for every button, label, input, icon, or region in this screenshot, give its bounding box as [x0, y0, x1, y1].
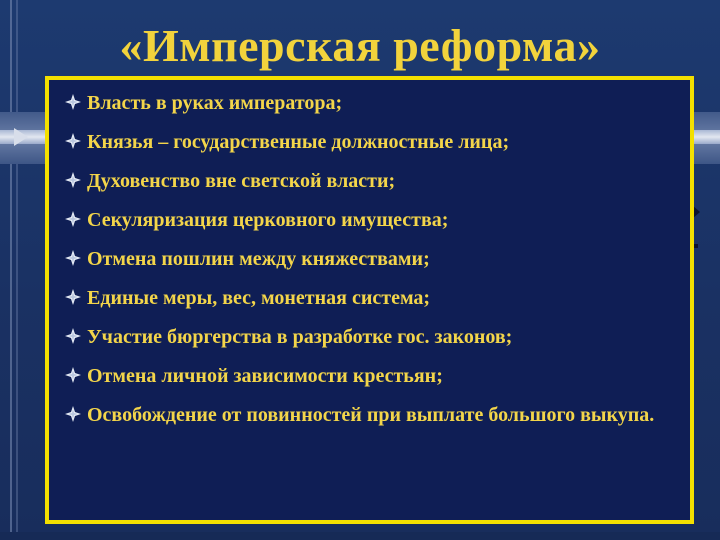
right-dot-icon [694, 244, 698, 248]
diamond-sparkle-icon [65, 283, 87, 310]
bullet-text: Власть в руках императора; [87, 92, 343, 114]
bullet-list [49, 80, 690, 429]
diamond-sparkle-icon [65, 88, 87, 115]
bullet-item [65, 363, 682, 390]
bullet-text: Духовенство вне светской власти; [87, 170, 396, 192]
bullet-item [65, 402, 682, 429]
slide-title: «Имперская реформа» [119, 20, 601, 71]
bullet-text: Освобождение от повинностей при выплате большого выкупа. [87, 404, 655, 426]
diamond-sparkle-icon [65, 400, 87, 427]
left-frame-line-secondary [16, 0, 18, 540]
bullet-item [65, 90, 682, 117]
bullet-text: Отмена пошлин между княжествами; [87, 248, 430, 270]
slide-bottom-edge [0, 532, 720, 540]
diamond-sparkle-icon [65, 322, 87, 349]
bullet-text: Участие бюргерства в разработке гос. законов; [87, 326, 513, 348]
bullet-item [65, 324, 682, 351]
band-arrow-icon [14, 128, 28, 146]
content-box [45, 76, 694, 524]
left-frame-line [10, 0, 12, 540]
bullet-text: Князья – государственные должностные лица; [87, 131, 510, 153]
bullet-item [65, 168, 682, 195]
bullet-item [65, 129, 682, 156]
bullet-text: Единые меры, вес, монетная система; [87, 287, 431, 309]
diamond-sparkle-icon [65, 166, 87, 193]
bullet-text: Отмена личной зависимости крестьян; [87, 365, 443, 387]
diamond-sparkle-icon [65, 127, 87, 154]
diamond-sparkle-icon [65, 244, 87, 271]
diamond-sparkle-icon [65, 361, 87, 388]
bullet-item [65, 285, 682, 312]
diamond-sparkle-icon [65, 205, 87, 232]
bullet-item [65, 246, 682, 273]
bullet-item [65, 207, 682, 234]
bullet-text: Секуляризация церковного имущества; [87, 209, 449, 231]
